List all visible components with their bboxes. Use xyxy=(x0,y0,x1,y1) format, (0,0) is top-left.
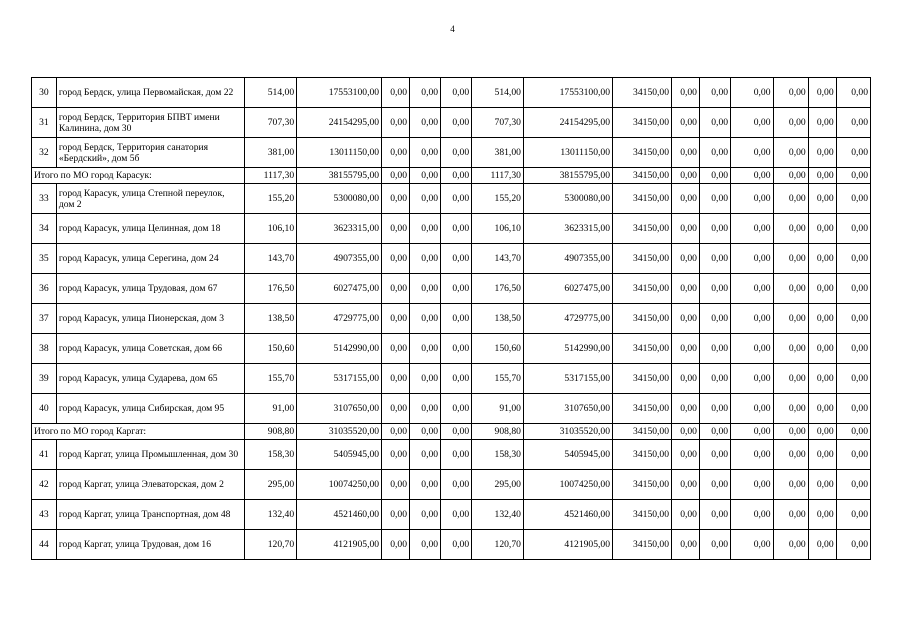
value-cell: 158,30 xyxy=(245,440,297,470)
value-cell: 0,00 xyxy=(382,530,410,560)
row-number: 36 xyxy=(32,274,57,304)
value-cell: 158,30 xyxy=(472,440,524,470)
address-cell: город Карасук, улица Сибирская, дом 95 xyxy=(56,394,245,424)
value-cell: 0,00 xyxy=(773,440,808,470)
value-cell: 34150,00 xyxy=(613,138,672,168)
value-cell: 0,00 xyxy=(773,304,808,334)
value-cell: 5142990,00 xyxy=(523,334,612,364)
value-cell: 34150,00 xyxy=(613,184,672,214)
value-cell: 132,40 xyxy=(472,500,524,530)
value-cell: 34150,00 xyxy=(613,470,672,500)
value-cell: 34150,00 xyxy=(613,500,672,530)
value-cell: 4121905,00 xyxy=(297,530,382,560)
address-cell: город Бердск, Территория санатория «Бердский», дом 5б xyxy=(56,138,245,168)
value-cell: 0,00 xyxy=(672,138,700,168)
value-cell: 381,00 xyxy=(245,138,297,168)
value-cell: 5300080,00 xyxy=(297,184,382,214)
value-cell: 0,00 xyxy=(773,424,808,440)
value-cell: 0,00 xyxy=(441,138,472,168)
row-number: 38 xyxy=(32,334,57,364)
value-cell: 34150,00 xyxy=(613,244,672,274)
value-cell: 143,70 xyxy=(245,244,297,274)
value-cell: 0,00 xyxy=(773,500,808,530)
value-cell: 120,70 xyxy=(472,530,524,560)
subtotal-label: Итого по МО город Карасук: xyxy=(32,168,245,184)
value-cell: 0,00 xyxy=(410,394,441,424)
value-cell: 0,00 xyxy=(773,530,808,560)
value-cell: 0,00 xyxy=(699,530,730,560)
address-cell: город Карасук, улица Советская, дом 66 xyxy=(56,334,245,364)
value-cell: 0,00 xyxy=(731,108,773,138)
value-cell: 4121905,00 xyxy=(523,530,612,560)
value-cell: 0,00 xyxy=(836,440,870,470)
value-cell: 0,00 xyxy=(382,244,410,274)
table-row xyxy=(32,214,871,244)
value-cell: 0,00 xyxy=(808,424,836,440)
address-cell: город Каргат, улица Элеваторская, дом 2 xyxy=(56,470,245,500)
value-cell: 34150,00 xyxy=(613,274,672,304)
table-body xyxy=(32,78,871,560)
value-cell: 13011150,00 xyxy=(297,138,382,168)
housing-registry-table xyxy=(31,77,871,560)
value-cell: 0,00 xyxy=(410,364,441,394)
value-cell: 6027475,00 xyxy=(523,274,612,304)
value-cell: 34150,00 xyxy=(613,530,672,560)
value-cell: 0,00 xyxy=(808,304,836,334)
value-cell: 138,50 xyxy=(245,304,297,334)
value-cell: 155,20 xyxy=(472,184,524,214)
value-cell: 0,00 xyxy=(672,500,700,530)
value-cell: 143,70 xyxy=(472,244,524,274)
value-cell: 34150,00 xyxy=(613,108,672,138)
value-cell: 0,00 xyxy=(699,78,730,108)
value-cell: 0,00 xyxy=(410,470,441,500)
value-cell: 514,00 xyxy=(245,78,297,108)
value-cell: 0,00 xyxy=(382,214,410,244)
subtotal-row xyxy=(32,168,871,184)
value-cell: 0,00 xyxy=(731,138,773,168)
value-cell: 0,00 xyxy=(672,108,700,138)
value-cell: 0,00 xyxy=(382,424,410,440)
value-cell: 707,30 xyxy=(472,108,524,138)
value-cell: 0,00 xyxy=(441,78,472,108)
value-cell: 0,00 xyxy=(410,168,441,184)
value-cell: 155,70 xyxy=(245,364,297,394)
value-cell: 0,00 xyxy=(382,394,410,424)
value-cell: 0,00 xyxy=(699,334,730,364)
value-cell: 0,00 xyxy=(699,440,730,470)
value-cell: 0,00 xyxy=(808,530,836,560)
value-cell: 0,00 xyxy=(773,274,808,304)
value-cell: 0,00 xyxy=(441,214,472,244)
value-cell: 0,00 xyxy=(699,394,730,424)
value-cell: 0,00 xyxy=(808,168,836,184)
value-cell: 0,00 xyxy=(808,214,836,244)
value-cell: 34150,00 xyxy=(613,214,672,244)
row-number: 37 xyxy=(32,304,57,334)
value-cell: 0,00 xyxy=(441,274,472,304)
value-cell: 0,00 xyxy=(773,394,808,424)
value-cell: 0,00 xyxy=(773,214,808,244)
value-cell: 0,00 xyxy=(441,394,472,424)
value-cell: 0,00 xyxy=(410,530,441,560)
address-cell: город Каргат, улица Промышленная, дом 30 xyxy=(56,440,245,470)
value-cell: 0,00 xyxy=(672,424,700,440)
value-cell: 0,00 xyxy=(836,274,870,304)
value-cell: 0,00 xyxy=(382,440,410,470)
table-row xyxy=(32,470,871,500)
value-cell: 0,00 xyxy=(836,424,870,440)
value-cell: 0,00 xyxy=(672,440,700,470)
value-cell: 34150,00 xyxy=(613,334,672,364)
value-cell: 0,00 xyxy=(731,394,773,424)
value-cell: 908,80 xyxy=(245,424,297,440)
value-cell: 0,00 xyxy=(808,78,836,108)
value-cell: 0,00 xyxy=(699,364,730,394)
value-cell: 0,00 xyxy=(836,78,870,108)
value-cell: 0,00 xyxy=(382,168,410,184)
value-cell: 0,00 xyxy=(836,334,870,364)
address-cell: город Карасук, улица Серегина, дом 24 xyxy=(56,244,245,274)
value-cell: 0,00 xyxy=(382,274,410,304)
value-cell: 5300080,00 xyxy=(523,184,612,214)
value-cell: 34150,00 xyxy=(613,440,672,470)
value-cell: 0,00 xyxy=(836,138,870,168)
value-cell: 0,00 xyxy=(731,304,773,334)
value-cell: 0,00 xyxy=(773,108,808,138)
value-cell: 0,00 xyxy=(731,424,773,440)
value-cell: 514,00 xyxy=(472,78,524,108)
value-cell: 0,00 xyxy=(699,138,730,168)
value-cell: 176,50 xyxy=(472,274,524,304)
table-row xyxy=(32,108,871,138)
address-cell: город Карасук, улица Степной переулок, дом 2 xyxy=(56,184,245,214)
value-cell: 106,10 xyxy=(472,214,524,244)
value-cell: 0,00 xyxy=(731,364,773,394)
value-cell: 91,00 xyxy=(245,394,297,424)
value-cell: 0,00 xyxy=(410,500,441,530)
value-cell: 138,50 xyxy=(472,304,524,334)
value-cell: 10074250,00 xyxy=(297,470,382,500)
value-cell: 0,00 xyxy=(410,108,441,138)
value-cell: 0,00 xyxy=(808,470,836,500)
table-row xyxy=(32,304,871,334)
value-cell: 0,00 xyxy=(808,334,836,364)
table-row xyxy=(32,184,871,214)
value-cell: 34150,00 xyxy=(613,78,672,108)
value-cell: 0,00 xyxy=(382,184,410,214)
value-cell: 0,00 xyxy=(808,364,836,394)
value-cell: 295,00 xyxy=(245,470,297,500)
table-row xyxy=(32,138,871,168)
value-cell: 0,00 xyxy=(441,304,472,334)
value-cell: 0,00 xyxy=(836,108,870,138)
table-row xyxy=(32,364,871,394)
value-cell: 0,00 xyxy=(441,334,472,364)
value-cell: 0,00 xyxy=(731,334,773,364)
value-cell: 0,00 xyxy=(382,78,410,108)
value-cell: 295,00 xyxy=(472,470,524,500)
value-cell: 0,00 xyxy=(773,244,808,274)
value-cell: 0,00 xyxy=(382,138,410,168)
value-cell: 0,00 xyxy=(672,78,700,108)
value-cell: 24154295,00 xyxy=(297,108,382,138)
table-row xyxy=(32,334,871,364)
value-cell: 6027475,00 xyxy=(297,274,382,304)
value-cell: 17553100,00 xyxy=(523,78,612,108)
value-cell: 0,00 xyxy=(773,168,808,184)
value-cell: 0,00 xyxy=(699,470,730,500)
value-cell: 4907355,00 xyxy=(297,244,382,274)
subtotal-label: Итого по МО город Каргат: xyxy=(32,424,245,440)
value-cell: 0,00 xyxy=(672,304,700,334)
value-cell: 91,00 xyxy=(472,394,524,424)
value-cell: 5317155,00 xyxy=(523,364,612,394)
value-cell: 0,00 xyxy=(773,78,808,108)
value-cell: 0,00 xyxy=(672,244,700,274)
value-cell: 0,00 xyxy=(410,138,441,168)
value-cell: 0,00 xyxy=(672,334,700,364)
value-cell: 0,00 xyxy=(441,500,472,530)
value-cell: 0,00 xyxy=(808,394,836,424)
value-cell: 31035520,00 xyxy=(297,424,382,440)
value-cell: 0,00 xyxy=(699,168,730,184)
value-cell: 0,00 xyxy=(410,424,441,440)
value-cell: 0,00 xyxy=(672,364,700,394)
value-cell: 0,00 xyxy=(382,304,410,334)
address-cell: город Каргат, улица Транспортная, дом 48 xyxy=(56,500,245,530)
value-cell: 0,00 xyxy=(773,334,808,364)
row-number: 40 xyxy=(32,394,57,424)
value-cell: 0,00 xyxy=(410,274,441,304)
row-number: 34 xyxy=(32,214,57,244)
value-cell: 0,00 xyxy=(699,244,730,274)
value-cell: 0,00 xyxy=(808,184,836,214)
value-cell: 0,00 xyxy=(731,168,773,184)
value-cell: 1117,30 xyxy=(245,168,297,184)
value-cell: 4521460,00 xyxy=(523,500,612,530)
value-cell: 0,00 xyxy=(731,500,773,530)
value-cell: 0,00 xyxy=(382,334,410,364)
value-cell: 0,00 xyxy=(699,184,730,214)
value-cell: 0,00 xyxy=(441,184,472,214)
value-cell: 4907355,00 xyxy=(523,244,612,274)
value-cell: 0,00 xyxy=(808,138,836,168)
value-cell: 3623315,00 xyxy=(523,214,612,244)
value-cell: 0,00 xyxy=(441,424,472,440)
row-number: 32 xyxy=(32,138,57,168)
value-cell: 0,00 xyxy=(808,274,836,304)
value-cell: 10074250,00 xyxy=(523,470,612,500)
value-cell: 0,00 xyxy=(672,394,700,424)
address-cell: город Бердск, улица Первомайская, дом 22 xyxy=(56,78,245,108)
value-cell: 0,00 xyxy=(699,500,730,530)
value-cell: 31035520,00 xyxy=(523,424,612,440)
value-cell: 0,00 xyxy=(808,244,836,274)
table-row xyxy=(32,78,871,108)
value-cell: 908,80 xyxy=(472,424,524,440)
table-row xyxy=(32,274,871,304)
value-cell: 0,00 xyxy=(836,530,870,560)
value-cell: 0,00 xyxy=(731,530,773,560)
row-number: 43 xyxy=(32,500,57,530)
row-number: 41 xyxy=(32,440,57,470)
value-cell: 0,00 xyxy=(410,244,441,274)
value-cell: 3107650,00 xyxy=(523,394,612,424)
value-cell: 0,00 xyxy=(672,168,700,184)
value-cell: 0,00 xyxy=(808,440,836,470)
value-cell: 0,00 xyxy=(441,440,472,470)
table-row xyxy=(32,440,871,470)
value-cell: 0,00 xyxy=(731,470,773,500)
value-cell: 5405945,00 xyxy=(297,440,382,470)
value-cell: 17553100,00 xyxy=(297,78,382,108)
value-cell: 0,00 xyxy=(731,214,773,244)
row-number: 35 xyxy=(32,244,57,274)
value-cell: 381,00 xyxy=(472,138,524,168)
value-cell: 150,60 xyxy=(245,334,297,364)
value-cell: 0,00 xyxy=(672,214,700,244)
value-cell: 0,00 xyxy=(382,364,410,394)
value-cell: 0,00 xyxy=(410,440,441,470)
value-cell: 34150,00 xyxy=(613,168,672,184)
row-number: 42 xyxy=(32,470,57,500)
value-cell: 0,00 xyxy=(410,214,441,244)
value-cell: 0,00 xyxy=(773,184,808,214)
value-cell: 0,00 xyxy=(672,530,700,560)
subtotal-row xyxy=(32,424,871,440)
value-cell: 0,00 xyxy=(808,108,836,138)
row-number: 33 xyxy=(32,184,57,214)
value-cell: 0,00 xyxy=(731,440,773,470)
value-cell: 0,00 xyxy=(836,394,870,424)
value-cell: 0,00 xyxy=(441,364,472,394)
value-cell: 4521460,00 xyxy=(297,500,382,530)
value-cell: 132,40 xyxy=(245,500,297,530)
value-cell: 3107650,00 xyxy=(297,394,382,424)
address-cell: город Карасук, улица Пионерская, дом 3 xyxy=(56,304,245,334)
value-cell: 5142990,00 xyxy=(297,334,382,364)
value-cell: 0,00 xyxy=(836,244,870,274)
row-number: 30 xyxy=(32,78,57,108)
address-cell: город Бердск, Территория БПВТ имени Калинина, дом 30 xyxy=(56,108,245,138)
address-cell: город Карасук, улица Трудовая, дом 67 xyxy=(56,274,245,304)
value-cell: 106,10 xyxy=(245,214,297,244)
value-cell: 0,00 xyxy=(382,108,410,138)
value-cell: 5317155,00 xyxy=(297,364,382,394)
value-cell: 0,00 xyxy=(699,108,730,138)
value-cell: 707,30 xyxy=(245,108,297,138)
value-cell: 0,00 xyxy=(836,168,870,184)
value-cell: 0,00 xyxy=(441,470,472,500)
value-cell: 0,00 xyxy=(836,214,870,244)
value-cell: 0,00 xyxy=(773,470,808,500)
value-cell: 0,00 xyxy=(731,244,773,274)
value-cell: 38155795,00 xyxy=(297,168,382,184)
value-cell: 0,00 xyxy=(699,274,730,304)
value-cell: 34150,00 xyxy=(613,364,672,394)
value-cell: 4729775,00 xyxy=(523,304,612,334)
value-cell: 0,00 xyxy=(410,78,441,108)
value-cell: 0,00 xyxy=(441,168,472,184)
value-cell: 1117,30 xyxy=(472,168,524,184)
value-cell: 4729775,00 xyxy=(297,304,382,334)
value-cell: 0,00 xyxy=(382,470,410,500)
value-cell: 34150,00 xyxy=(613,394,672,424)
table-row xyxy=(32,530,871,560)
value-cell: 0,00 xyxy=(836,184,870,214)
table-row xyxy=(32,244,871,274)
value-cell: 0,00 xyxy=(672,470,700,500)
value-cell: 34150,00 xyxy=(613,304,672,334)
value-cell: 155,20 xyxy=(245,184,297,214)
value-cell: 13011150,00 xyxy=(523,138,612,168)
address-cell: город Карасук, улица Целинная, дом 18 xyxy=(56,214,245,244)
value-cell: 0,00 xyxy=(731,78,773,108)
value-cell: 0,00 xyxy=(410,334,441,364)
value-cell: 0,00 xyxy=(699,214,730,244)
address-cell: город Каргат, улица Трудовая, дом 16 xyxy=(56,530,245,560)
value-cell: 0,00 xyxy=(731,184,773,214)
value-cell: 0,00 xyxy=(773,138,808,168)
value-cell: 150,60 xyxy=(472,334,524,364)
value-cell: 0,00 xyxy=(382,500,410,530)
value-cell: 5405945,00 xyxy=(523,440,612,470)
value-cell: 0,00 xyxy=(441,108,472,138)
value-cell: 0,00 xyxy=(441,530,472,560)
value-cell: 34150,00 xyxy=(613,424,672,440)
value-cell: 0,00 xyxy=(808,500,836,530)
value-cell: 38155795,00 xyxy=(523,168,612,184)
value-cell: 0,00 xyxy=(836,364,870,394)
row-number: 31 xyxy=(32,108,57,138)
value-cell: 176,50 xyxy=(245,274,297,304)
value-cell: 155,70 xyxy=(472,364,524,394)
page-number: 4 xyxy=(450,24,455,34)
value-cell: 0,00 xyxy=(773,364,808,394)
value-cell: 0,00 xyxy=(672,184,700,214)
value-cell: 0,00 xyxy=(699,424,730,440)
value-cell: 0,00 xyxy=(836,304,870,334)
value-cell: 24154295,00 xyxy=(523,108,612,138)
table-row xyxy=(32,500,871,530)
value-cell: 0,00 xyxy=(731,274,773,304)
address-cell: город Карасук, улица Сударева, дом 65 xyxy=(56,364,245,394)
value-cell: 0,00 xyxy=(836,500,870,530)
value-cell: 0,00 xyxy=(836,470,870,500)
value-cell: 0,00 xyxy=(441,244,472,274)
value-cell: 120,70 xyxy=(245,530,297,560)
value-cell: 0,00 xyxy=(410,184,441,214)
value-cell: 0,00 xyxy=(410,304,441,334)
value-cell: 0,00 xyxy=(672,274,700,304)
row-number: 39 xyxy=(32,364,57,394)
row-number: 44 xyxy=(32,530,57,560)
value-cell: 3623315,00 xyxy=(297,214,382,244)
table-row xyxy=(32,394,871,424)
value-cell: 0,00 xyxy=(699,304,730,334)
